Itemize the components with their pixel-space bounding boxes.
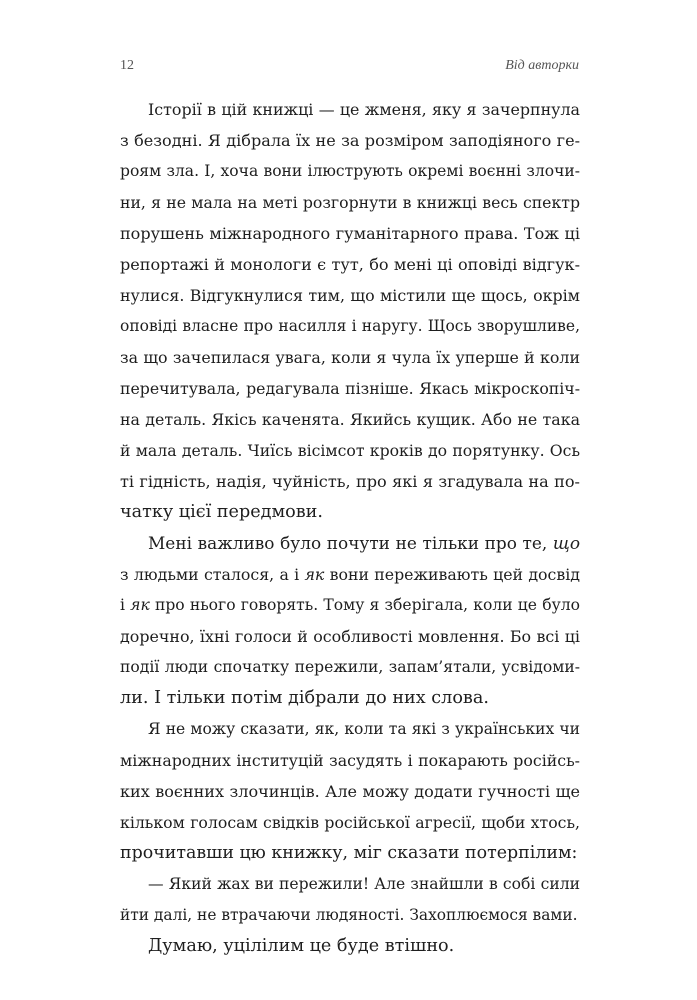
text-line: кільком голосам свідків російської агресії, щоби хтось, bbox=[120, 813, 580, 832]
text-line: на деталь. Якісь каченята. Якийсь кущик. Або не така bbox=[120, 410, 580, 429]
text-line: Я не можу сказати, як, коли та які з українських чи bbox=[148, 720, 580, 738]
page-number: 12 bbox=[120, 58, 134, 73]
text-line: ли. І тільки потім дібрали до них слова. bbox=[120, 688, 489, 708]
text-line: прочитавши цю книжку, міг сказати потерпілим: bbox=[120, 843, 578, 863]
text-line: йти далі, не втрачаючи людяності. Захоплюємося вами. bbox=[120, 906, 578, 924]
text-line: доречно, їхні голоси й особливості мовлення. Бо всі ці bbox=[120, 627, 580, 646]
text-run: про нього говорять. Тому я зберігала, коли це було bbox=[149, 596, 580, 614]
paragraph-1 bbox=[120, 94, 580, 528]
paragraph-5 bbox=[120, 931, 580, 962]
text-run: Мені важливо було почути не тільки про те, bbox=[148, 533, 553, 553]
text-line: оповіді власне про насилля і наругу. Щось зворушливе, bbox=[120, 317, 580, 335]
emphasis: як bbox=[304, 565, 325, 584]
emphasis: як bbox=[130, 596, 150, 614]
text-line: ни, я не мала на меті розгорнути в книжці весь спектр bbox=[120, 193, 580, 212]
text-line: чатку цієї передмови. bbox=[120, 502, 323, 522]
text-line bbox=[120, 528, 580, 559]
text-line: Думаю, уцілілим це буде втішно. bbox=[148, 936, 455, 956]
text-line: ких воєнних злочинців. Але можу додати гучності ще bbox=[120, 782, 580, 801]
emphasis: що bbox=[552, 533, 580, 553]
text-run: з людьми сталося, а і bbox=[120, 565, 305, 584]
text-run: і bbox=[120, 596, 131, 614]
body-text bbox=[120, 94, 580, 962]
paragraph-2 bbox=[120, 528, 580, 714]
text-line: репортажі й монологи є тут, бо мені ці оповіді відгук- bbox=[120, 255, 580, 274]
text-line: події люди спочатку пережили, запам’ятали, усвідоми- bbox=[120, 658, 580, 676]
text-line bbox=[120, 590, 580, 621]
text-line: Історії в цій книжці — це жменя, яку я зачерпнула bbox=[148, 100, 580, 119]
text-line: нулися. Відгукнулися тим, що містили ще щось, окрім bbox=[120, 286, 580, 305]
paragraph-4 bbox=[120, 869, 580, 931]
text-line: й мала деталь. Чиїсь вісімсот кроків до порятунку. Ось bbox=[120, 441, 580, 460]
text-line: роям зла. І, хоча вони ілюструють окремі воєнні злочи- bbox=[120, 162, 580, 180]
text-line: ті гідність, надія, чуйність, про які я згадувала на по- bbox=[120, 472, 580, 491]
text-line bbox=[120, 559, 580, 590]
text-run: вони переживають цей досвід bbox=[324, 565, 580, 584]
running-head: Від авторки bbox=[505, 58, 579, 73]
text-line: — Який жах ви пережили! Але знайшли в собі сили bbox=[148, 875, 580, 893]
text-line: міжнародних інституцій засудять і покарають російсь- bbox=[120, 751, 580, 770]
text-line: порушень міжнародного гуманітарного права. Тож ці bbox=[120, 224, 580, 243]
text-line: за що зачепилася увага, коли я чула їх уперше й коли bbox=[120, 348, 580, 367]
text-line: перечитувала, редагувала пізніше. Якась мікроскопіч- bbox=[120, 379, 580, 398]
paragraph-3 bbox=[120, 714, 580, 869]
text-line: з безодні. Я дібрала їх не за розміром заподіяного ге- bbox=[120, 131, 580, 150]
